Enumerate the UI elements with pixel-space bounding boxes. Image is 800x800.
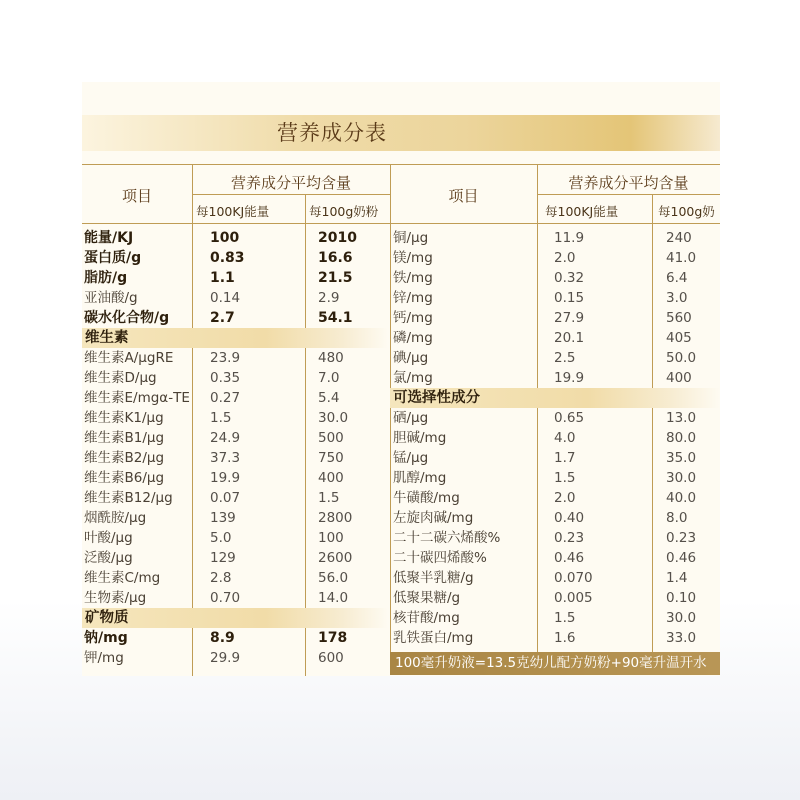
value-per-100g: 30.0 — [318, 410, 349, 426]
value-per-100g: 14.0 — [318, 590, 349, 606]
nutrient-name: 钠/mg — [84, 630, 128, 646]
value-per-100g: 54.1 — [318, 310, 353, 326]
header-per-g-right: 每100g奶 — [658, 204, 715, 219]
nutrient-name: 二十碳四烯酸% — [393, 550, 487, 566]
value-per-100kj: 0.07 — [210, 490, 241, 506]
nutrition-panel — [82, 82, 720, 676]
value-per-100g: 13.0 — [666, 410, 697, 426]
value-per-100g: 2010 — [318, 230, 357, 246]
nutrient-name: 维生素A/μgRE — [84, 350, 174, 366]
table-row — [82, 488, 720, 508]
nutrient-name: 左旋肉碱/mg — [393, 510, 474, 526]
value-per-100kj: 2.7 — [210, 310, 235, 326]
value-per-100g: 400 — [666, 370, 692, 386]
nutrient-name: 锌/mg — [393, 290, 433, 306]
value-per-100g: 0.23 — [666, 530, 697, 546]
header-bottom-line — [82, 223, 720, 224]
nutrient-name: 胆碱/mg — [393, 430, 447, 446]
value-per-100g: 56.0 — [318, 570, 349, 586]
value-per-100kj: 0.005 — [554, 590, 593, 606]
value-per-100g: 21.5 — [318, 270, 353, 286]
value-per-100g: 500 — [318, 430, 344, 446]
value-per-100g: 480 — [318, 350, 344, 366]
value-per-100kj: 0.15 — [554, 290, 585, 306]
value-per-100g: 1.5 — [318, 490, 340, 506]
nutrient-name: 铁/mg — [393, 270, 433, 286]
table-row — [82, 568, 720, 588]
value-per-100g: 33.0 — [666, 630, 697, 646]
value-per-100g: 750 — [318, 450, 344, 466]
table-row — [82, 548, 720, 568]
value-per-100g: 80.0 — [666, 430, 697, 446]
nutrient-name: 锰/μg — [393, 450, 429, 466]
value-per-100kj: 1.7 — [554, 450, 576, 466]
header-per-g-left: 每100g奶粉 — [309, 204, 379, 219]
value-per-100kj: 0.70 — [210, 590, 241, 606]
value-per-100kj: 0.35 — [210, 370, 241, 386]
value-per-100kj: 100 — [210, 230, 240, 246]
header-item-right: 项目 — [448, 187, 479, 205]
table-row — [82, 588, 720, 608]
value-per-100kj: 0.070 — [554, 570, 593, 586]
nutrient-name: 维生素B1/μg — [84, 430, 165, 446]
section-header: 维生素 — [82, 328, 388, 348]
value-per-100kj: 0.32 — [554, 270, 585, 286]
nutrient-name: 碳水化合物/g — [84, 310, 170, 326]
header-item-left: 项目 — [121, 187, 152, 205]
value-per-100kj: 19.9 — [210, 470, 241, 486]
value-per-100kj: 20.1 — [554, 330, 585, 346]
table-row — [82, 408, 720, 428]
section-header: 矿物质 — [82, 608, 388, 628]
nutrient-name: 维生素K1/μg — [84, 410, 164, 426]
value-per-100kj: 4.0 — [554, 430, 576, 446]
table-row — [82, 468, 720, 488]
nutrient-name: 维生素B2/μg — [84, 450, 165, 466]
value-per-100kj: 19.9 — [554, 370, 585, 386]
value-per-100kj: 5.0 — [210, 530, 232, 546]
table-row — [82, 308, 720, 328]
value-per-100kj: 1.6 — [554, 630, 576, 646]
nutrient-name: 蛋白质/g — [84, 250, 142, 266]
nutrient-name: 维生素E/mgα-TE — [84, 390, 190, 406]
value-per-100g: 30.0 — [666, 610, 697, 626]
nutrient-name: 低聚果糖/g — [393, 590, 461, 606]
table-row — [82, 428, 720, 448]
value-per-100g: 400 — [318, 470, 344, 486]
value-per-100g: 16.6 — [318, 250, 353, 266]
nutrient-name: 维生素B12/μg — [84, 490, 173, 506]
nutrient-name: 脂肪/g — [84, 270, 128, 286]
nutrient-name: 能量/KJ — [84, 230, 134, 246]
table-row — [82, 628, 720, 648]
value-per-100kj: 1.5 — [554, 610, 576, 626]
value-per-100g: 5.4 — [318, 390, 340, 406]
value-per-100kj: 1.5 — [210, 410, 232, 426]
nutrient-name: 二十二碳六烯酸% — [393, 530, 501, 546]
value-per-100kj: 23.9 — [210, 350, 241, 366]
value-per-100g: 2.9 — [318, 290, 340, 306]
nutrient-name: 铜/μg — [393, 230, 429, 246]
value-per-100g: 30.0 — [666, 470, 697, 486]
table-row — [82, 348, 720, 368]
nutrient-name: 维生素D/μg — [84, 370, 157, 386]
value-per-100g: 405 — [666, 330, 692, 346]
page-title: 营养成分表 — [277, 121, 387, 145]
value-per-100kj: 24.9 — [210, 430, 241, 446]
table-row — [82, 248, 720, 268]
value-per-100g: 0.46 — [666, 550, 697, 566]
value-per-100g: 1.4 — [666, 570, 688, 586]
value-per-100kj: 0.65 — [554, 410, 585, 426]
value-per-100kj: 2.5 — [554, 350, 576, 366]
value-per-100kj: 0.27 — [210, 390, 241, 406]
value-per-100kj: 11.9 — [554, 230, 585, 246]
header-mid-line-left — [192, 194, 390, 195]
nutrient-name: 碘/μg — [393, 350, 429, 366]
nutrient-name: 硒/μg — [393, 410, 429, 426]
table-row — [82, 228, 720, 248]
value-per-100g: 7.0 — [318, 370, 340, 386]
value-per-100kj: 1.1 — [210, 270, 235, 286]
nutrient-name: 生物素/μg — [84, 590, 147, 606]
value-per-100kj: 0.46 — [554, 550, 585, 566]
value-per-100g: 240 — [666, 230, 692, 246]
header-per-kj-right: 每100KJ能量 — [545, 204, 619, 219]
value-per-100g: 100 — [318, 530, 344, 546]
value-per-100g: 2800 — [318, 510, 353, 526]
value-per-100kj: 0.83 — [210, 250, 245, 266]
table-row — [82, 288, 720, 308]
header-avg-right: 营养成分平均含量 — [568, 174, 689, 192]
value-per-100kj: 29.9 — [210, 650, 241, 666]
nutrient-name: 钙/mg — [393, 310, 433, 326]
value-per-100g: 3.0 — [666, 290, 688, 306]
nutrient-name: 维生素B6/μg — [84, 470, 165, 486]
value-per-100kj: 2.8 — [210, 570, 232, 586]
nutrient-name: 维生素C/mg — [84, 570, 161, 586]
table-row — [82, 328, 720, 348]
value-per-100g: 2600 — [318, 550, 353, 566]
header-top-line — [82, 164, 720, 165]
nutrient-name: 核苷酸/mg — [393, 610, 460, 626]
header-per-kj-left: 每100KJ能量 — [196, 204, 270, 219]
value-per-100g: 0.10 — [666, 590, 697, 606]
nutrient-name: 肌醇/mg — [393, 470, 447, 486]
value-per-100g: 6.4 — [666, 270, 688, 286]
value-per-100g: 560 — [666, 310, 692, 326]
value-per-100g: 8.0 — [666, 510, 688, 526]
nutrient-name: 叶酸/μg — [84, 530, 133, 546]
value-per-100kj: 2.0 — [554, 490, 576, 506]
nutrient-name: 烟酰胺/μg — [84, 510, 147, 526]
value-per-100kj: 2.0 — [554, 250, 576, 266]
section-header: 可选择性成分 — [390, 388, 720, 408]
value-per-100kj: 129 — [210, 550, 236, 566]
table-row — [82, 368, 720, 388]
header-mid-line-right — [537, 194, 720, 195]
value-per-100g: 40.0 — [666, 490, 697, 506]
value-per-100kj: 1.5 — [554, 470, 576, 486]
value-per-100kj: 37.3 — [210, 450, 241, 466]
table-row — [82, 608, 720, 628]
value-per-100g: 600 — [318, 650, 344, 666]
table-row — [82, 528, 720, 548]
value-per-100g: 178 — [318, 630, 348, 646]
header-avg-left: 营养成分平均含量 — [230, 174, 351, 192]
title-bar — [82, 115, 720, 151]
nutrient-name: 氯/mg — [393, 370, 433, 386]
value-per-100kj: 0.14 — [210, 290, 241, 306]
nutrient-name: 乳铁蛋白/mg — [393, 630, 474, 646]
value-per-100kj: 139 — [210, 510, 236, 526]
value-per-100g: 41.0 — [666, 250, 697, 266]
footnote: 100毫升奶液=13.5克幼儿配方奶粉+90毫升温开水 — [390, 652, 720, 675]
nutrient-name: 镁/mg — [393, 250, 433, 266]
value-per-100kj: 0.40 — [554, 510, 585, 526]
value-per-100kj: 8.9 — [210, 630, 235, 646]
table-row — [82, 268, 720, 288]
nutrient-name: 牛磺酸/mg — [393, 490, 460, 506]
value-per-100kj: 0.23 — [554, 530, 585, 546]
nutrient-name: 泛酸/μg — [84, 550, 133, 566]
nutrient-name: 磷/mg — [393, 330, 433, 346]
value-per-100g: 35.0 — [666, 450, 697, 466]
nutrient-name: 钾/mg — [84, 650, 124, 666]
value-per-100g: 50.0 — [666, 350, 697, 366]
nutrient-name: 亚油酸/g — [84, 290, 138, 306]
table-row — [82, 508, 720, 528]
value-per-100kj: 27.9 — [554, 310, 585, 326]
nutrient-name: 低聚半乳糖/g — [393, 570, 474, 586]
table-row — [82, 448, 720, 468]
